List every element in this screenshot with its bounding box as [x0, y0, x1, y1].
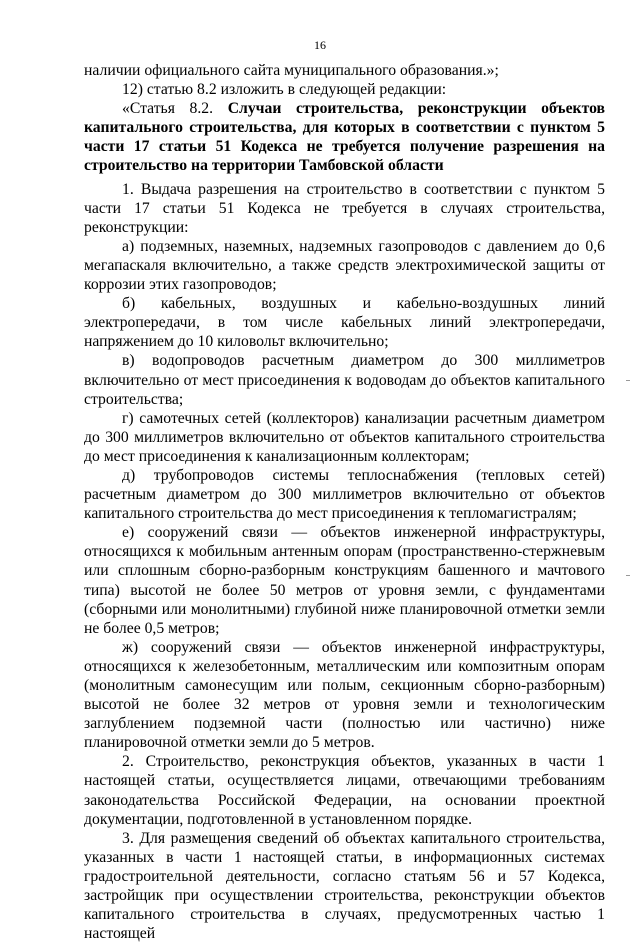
- paragraph-part-2: 2. Строительство, реконструкция объектов, указанных в части 1 настоящей статьи, осуществляется лицами, отвечающими требованиям законодательства Российской Федерации, на основании проектной документации, подготовленной в установленном порядке.: [84, 753, 605, 828]
- article-number: «Статья 8.2.: [122, 100, 228, 118]
- article-heading: [84, 99, 605, 175]
- list-item-a: а) подземных, наземных, надземных газопроводов с давлением до 0,6 мегапаскаля включительно, а также средств электрохимической защиты от коррозии этих газопроводов;: [84, 237, 605, 294]
- list-item-g: г) самотечных сетей (коллекторов) канализации расчетным диаметром до 300 миллиметров включительно от объектов капитального строительства до мест присоединения к канализационным коллекторам;: [84, 409, 605, 465]
- paragraph-closing-line: наличии официального сайта муниципального образования.»;: [84, 62, 499, 79]
- list-item-zh: ж) сооружений связи — объектов инженерной инфраструктуры, относящихся к железобетонным, металлическим или композитным опорам (монолитным самонесущим или полым, секционным сборно-разборным) высотой не более 32 метров от уровня земли и технологическим заглублением подземной части (полностью или частично) ниже планировочной отметки земли до 5 метров.: [84, 638, 605, 752]
- list-item-d: д) трубопроводов системы теплоснабжения (тепловых сетей) расчетным диаметром до 300 миллиметров включительно от объектов капитального строительства до мест присоединения к тепломагистралям;: [84, 466, 605, 523]
- scan-edge-mark: [626, 575, 630, 576]
- paragraph-part-1: 1. Выдача разрешения на строительство в соответствии с пунктом 5 части 17 статьи 51 Кодекса не требуется в случаях строительства, реконструкции:: [84, 180, 605, 236]
- document-body: [84, 61, 605, 943]
- paragraph-part-3: 3. Для размещения сведений об объектах капитального строительства, указанных в части 1 настоящей статьи, в информационных системах градостроительной деятельности, согласно статьям 56 и 57 Кодекса, застройщик при осуществлении строительства, реконструкции объектов капитального строительства в случаях, предусмотренных частью 1 настоящей: [84, 829, 605, 943]
- page-number: 16: [314, 38, 326, 52]
- list-item-b: б) кабельных, воздушных и кабельно-воздушных линий электропередачи, в том числе кабельных линий электропередачи, напряжением до 10 киловольт включительно;: [84, 295, 605, 351]
- article-title: Случаи строительства, реконструкции объектов капитального строительства, для которых в соответствии с пунктом 5 части 17 статьи 51 Кодекса не требуется получение разрешения на строительство на территории Тамбовской области: [84, 100, 605, 175]
- scan-edge-mark: [626, 380, 630, 381]
- paragraph-amendment-12: 12) статью 8.2 изложить в следующей редакции:: [122, 81, 447, 99]
- list-item-v: в) водопроводов расчетным диаметром до 300 миллиметров включительно от мест присоединения к водоводам до объектов капитального строительства;: [84, 352, 605, 408]
- list-item-e: е) сооружений связи — объектов инженерной инфраструктуры, относящихся к мобильным антенным опорам (пространственно-стержневым или сплошным сборно-разборным конструкциям башенного и мачтового типа) высотой не более 50 метров от уровня земли, с фундаментами (сборными или монолитными) глубиной ниже планировочной отметки земли не более 0,5 метров;: [84, 524, 605, 637]
